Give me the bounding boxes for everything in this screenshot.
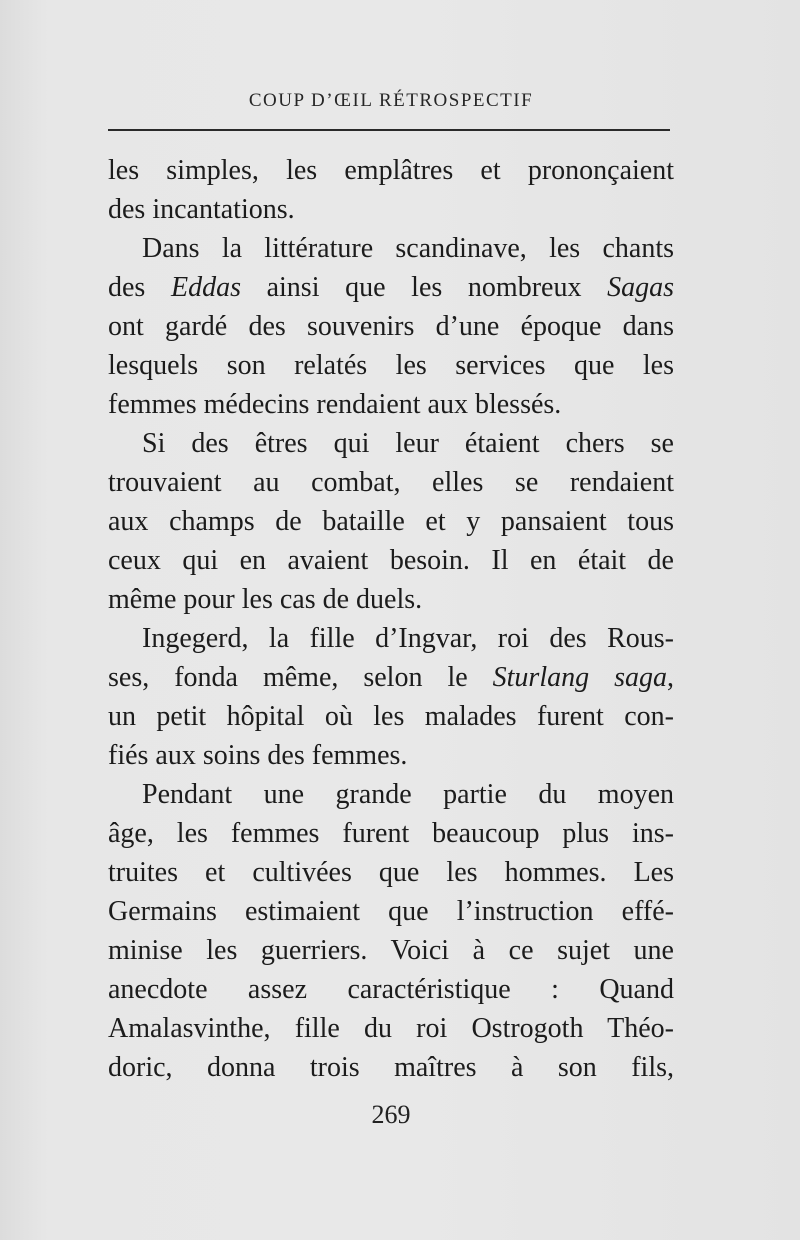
text-line: anecdote assez caractéristique : Quand [108,974,674,1005]
text-line: Ingegerd, la fille d’Ingvar, roi des Rous- [142,623,674,654]
text-line: même pour les cas de duels. [108,584,423,615]
text-line: des Eddas ainsi que les nombreux Sagas [108,272,674,303]
text-line: ont gardé des souvenirs d’une époque dans [108,311,674,342]
page-number: 269 [371,1100,411,1129]
text-line: truites et cultivées que les hommes. Les [108,857,674,888]
body-text [108,151,674,1087]
text-line: Germains estimaient que l’instruction effé- [108,896,674,927]
text-line: trouvaient au combat, elles se rendaient [108,467,674,498]
text-line: ceux qui en avaient besoin. Il en était de [108,545,674,576]
text-line: Dans la littérature scandinave, les chants [142,233,674,264]
running-head: COUP D’ŒIL RÉTROSPECTIF [248,90,534,111]
text-line: femmes médecins rendaient aux blessés. [108,389,562,420]
text-line: Pendant une grande partie du moyen [142,779,674,810]
text-line: les simples, les emplâtres et prononçaient [108,155,674,186]
text-line: des incantations. [108,194,295,225]
text-line: aux champs de bataille et y pansaient tous [108,506,674,537]
text-line: Si des êtres qui leur étaient chers se [142,428,674,459]
header-rule [108,129,670,131]
text-line: âge, les femmes furent beaucoup plus ins- [108,818,674,849]
text-line: fiés aux soins des femmes. [108,740,408,771]
text-line: un petit hôpital où les malades furent con- [108,701,674,732]
text-line: minise les guerriers. Voici à ce sujet une [108,935,674,966]
text-line: ses, fonda même, selon le Sturlang saga, [108,662,674,693]
text-line: doric, donna trois maîtres à son fils, [108,1052,674,1083]
text-line: lesquels son relatés les services que les [108,350,674,381]
text-line: Amalasvinthe, fille du roi Ostrogoth Théo- [108,1013,674,1044]
